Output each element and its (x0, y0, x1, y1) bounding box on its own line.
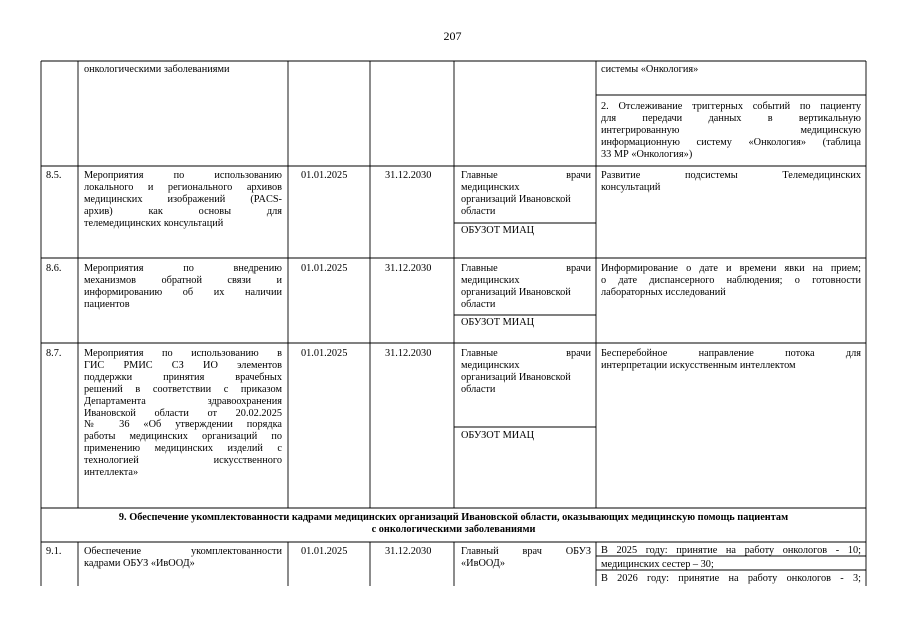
row-9-1-number: 9.1. (46, 546, 62, 557)
row-9-1-result-1: В 2025 году: принятие на работу онкологов - 10; (601, 545, 861, 556)
row-8-5-name: Мероприятия по использованию локального и регионального архивов медицинских изображений (PACS- архив) как основы для телемедицинских консультаций (84, 170, 282, 229)
row-8-7-name: Мероприятия по использованию в ГИС РМИС СЗ ИО элементов поддержки принятия врачебных решений в соответствии с приказом Департамента здравоохранения Ивановской области от 20.02.2025 № 36 «Об утверждении порядка работы медицинских организаций по применению медицинских изделий с технологией искусственного интеллекта» (84, 348, 282, 479)
row-8-5-result: Развитие подсистемы Телемедицинских консультаций (601, 170, 861, 193)
cont-result-2: 2. Отслеживание триггерных событий по пациенту для передачи данных в вертикальную интегрированную медицинскую информационную систему «Онкология» (таблица 33 МР «Онкология») (601, 101, 861, 160)
row-8-6-executor: Главные врачи медицинских организаций Ивановской области (461, 263, 591, 310)
row-9-1-result-2: медицинских сестер – 30; (601, 559, 714, 570)
row-8-5-start-date: 01.01.2025 (301, 170, 348, 181)
row-8-7-number: 8.7. (46, 348, 62, 359)
section-9-title: 9. Обеспечение укомплектованности кадрами медицинских организаций Ивановской области, оказывающих медицинскую помощь пациентам с онкологическими заболеваниями (118, 512, 789, 535)
row-8-7-result: Бесперебойное направление потока для интерпретации искусственным интеллектом (601, 348, 861, 371)
cont-result-1: системы «Онкология» (601, 64, 699, 75)
cont-name: онкологическими заболеваниями (84, 64, 230, 75)
row-8-5-number: 8.5. (46, 170, 62, 181)
row-9-1-executor: Главный врач ОБУЗ «ИвООД» (461, 546, 591, 569)
row-8-6-end-date: 31.12.2030 (385, 263, 432, 274)
row-8-6-name: Мероприятия по внедрению механизмов обратной связи и информированию об их наличии пациентов (84, 263, 282, 310)
page-number: 207 (443, 29, 462, 43)
row-8-7-executor: Главные врачи медицинских организаций Ивановской области (461, 348, 591, 395)
row-8-6-executor-2: ОБУЗОТ МИАЦ (461, 317, 535, 328)
row-8-7-start-date: 01.01.2025 (301, 348, 348, 359)
row-8-6-number: 8.6. (46, 263, 62, 274)
row-9-1-end-date: 31.12.2030 (385, 546, 432, 557)
row-8-6-start-date: 01.01.2025 (301, 263, 348, 274)
row-9-1-start-date: 01.01.2025 (301, 546, 348, 557)
row-9-1-name: Обеспечение укомплектованности кадрами ОБУЗ «ИвООД» (84, 546, 282, 569)
row-8-5-end-date: 31.12.2030 (385, 170, 432, 181)
row-8-5-executor: Главные врачи медицинских организаций Ивановской области (461, 170, 591, 217)
row-9-1-result-3: В 2026 году: принятие на работу онкологов - 3; (601, 573, 861, 584)
row-8-7-end-date: 31.12.2030 (385, 348, 432, 359)
row-8-7-executor-2: ОБУЗОТ МИАЦ (461, 430, 535, 441)
row-8-5-executor-2: ОБУЗОТ МИАЦ (461, 225, 535, 236)
row-8-6-result: Информирование о дате и времени явки на прием; о дате диспансерного наблюдения; о готовности лабораторных исследований (601, 263, 861, 298)
